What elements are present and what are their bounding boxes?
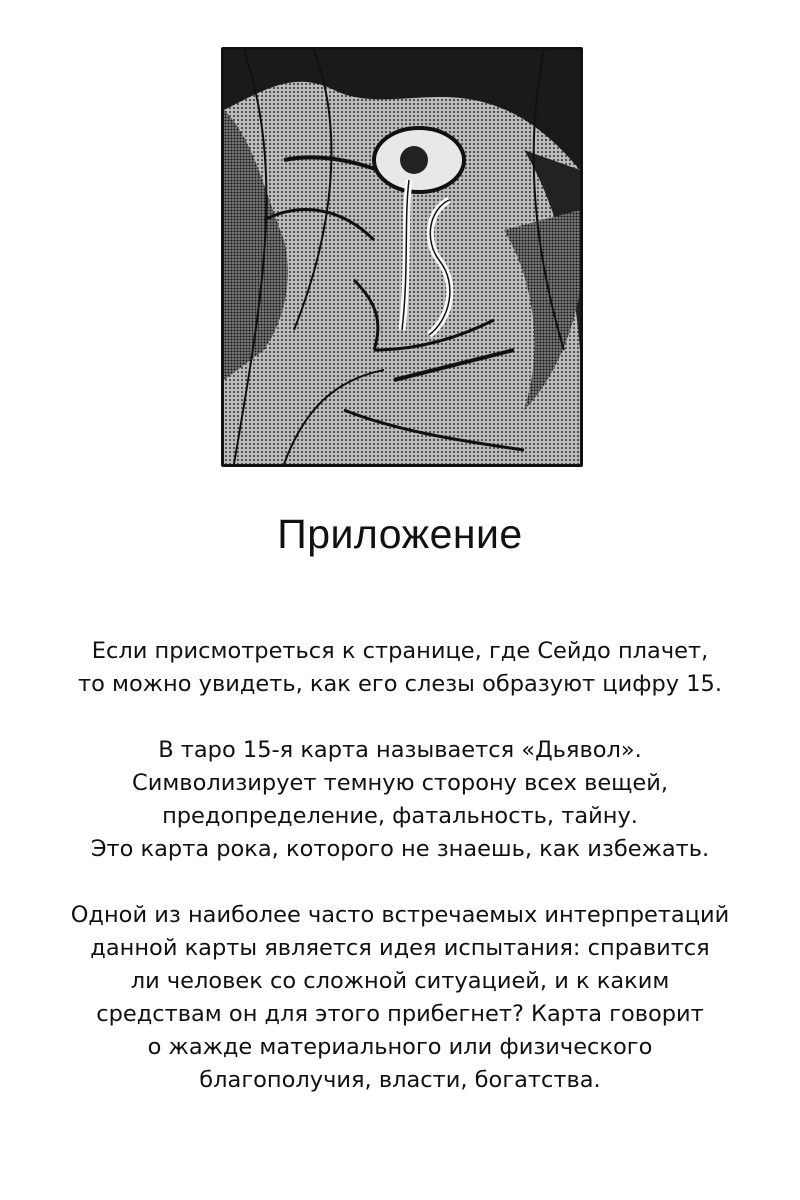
text-line: ли человек со сложной ситуацией, и к каким <box>130 968 670 994</box>
text-line: Это карта рока, которого не знаешь, как избежать. <box>90 836 710 862</box>
text-line: благополучия, власти, богатства. <box>199 1067 601 1093</box>
text-line: Если присмотреться к странице, где Сейдо плачет, <box>91 638 709 664</box>
paragraph-2 <box>20 734 780 866</box>
text-line: В таро 15-я карта называется «Дьявол». <box>158 737 642 763</box>
text-line: Символизирует темную сторону всех вещей, <box>132 770 668 796</box>
page-title: Приложение <box>277 511 523 557</box>
paragraph-3 <box>20 899 780 1097</box>
manga-illustration <box>221 47 583 467</box>
text-line: данной карты является идея испытания: справится <box>90 935 710 961</box>
text-line: то можно увидеть, как его слезы образуют цифру 15. <box>77 671 722 697</box>
text-line: средствам он для этого прибегнет? Карта говорит <box>96 1001 704 1027</box>
body-text <box>20 635 780 1097</box>
text-line: о жажде материального или физического <box>147 1034 653 1060</box>
paragraph-1 <box>20 635 780 701</box>
text-line: предопределение, фатальность, тайну. <box>162 803 638 829</box>
manga-crying-face-illustration <box>224 50 580 464</box>
text-line: Одной из наиболее часто встречаемых интерпретаций <box>70 902 730 928</box>
